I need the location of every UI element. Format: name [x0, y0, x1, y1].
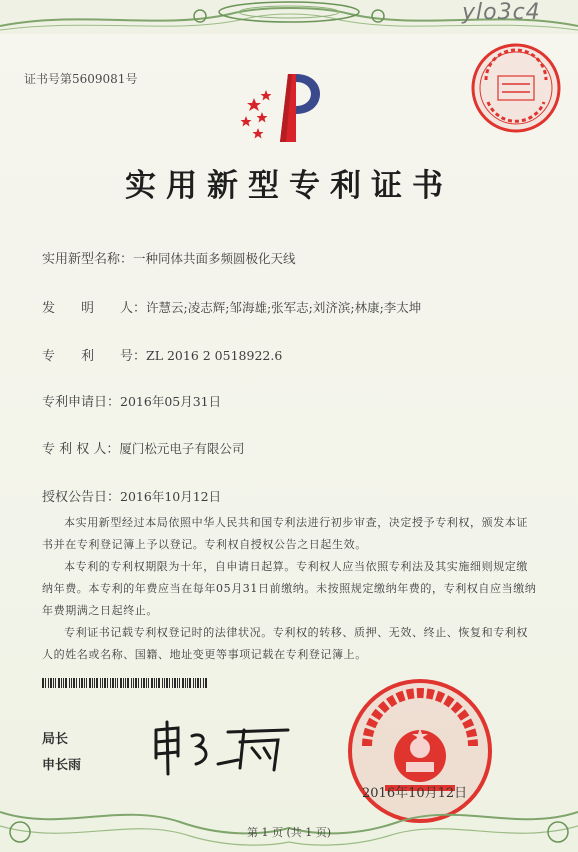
- field-value: ZL 2016 2 0518922.6: [146, 348, 283, 363]
- signatory-title: 局长: [42, 732, 69, 747]
- field-filing-date: [42, 391, 221, 410]
- certificate-body-text: [42, 512, 538, 666]
- patent-office-emblem-icon: [236, 68, 336, 148]
- field-patentee: [42, 438, 244, 457]
- body-paragraph: 本实用新型经过本局依照中华人民共和国专利法进行初步审查，决定授予专利权，颁发本证书并在专利登记簿上予以登记。专利权自授权公告之日起生效。: [42, 516, 528, 551]
- certificate-title: 实用新型专利证书: [125, 168, 453, 204]
- seal-date: 2016年10月12日: [362, 786, 468, 801]
- field-value: 厦门松元电子有限公司: [119, 441, 245, 456]
- field-grant-date: [42, 486, 221, 505]
- body-paragraph: 本专利的专利权期限为十年，自申请日起算。专利权人应当依照专利法及其实施细则规定缴纳年费。本专利的年费应当在每年05月31日前缴纳。未按照规定缴纳年费的，专利权自应当缴纳年费期满之日起终止。: [42, 560, 537, 617]
- field-utility-model-name: [42, 248, 296, 267]
- certificate-number: 证书号第5609081号: [24, 72, 138, 86]
- field-value: 许慧云;凌志辉;邹海雄;张军志;刘济滨;林康;李太坤: [146, 300, 422, 315]
- handwritten-signature: [148, 718, 298, 778]
- ornamental-border-bottom: [0, 792, 578, 852]
- field-label: 专利申请日：: [42, 395, 121, 410]
- field-label: 实用新型名称：: [42, 252, 134, 267]
- field-label: 专 利 号：: [42, 349, 147, 364]
- handwritten-note: ylo3c4: [462, 0, 541, 25]
- field-inventors: [42, 297, 421, 316]
- signatory-name: 申长雨: [42, 758, 82, 773]
- field-label: 发 明 人：: [42, 301, 147, 316]
- page-footer: 第 1 页 (共 1 页): [246, 826, 332, 839]
- body-paragraph: 专利证书记载专利权登记时的法律状况。专利权的转移、质押、无效、终止、恢复和专利权人的姓名或名称、国籍、地址变更等事项记载在专利登记簿上。: [42, 626, 528, 661]
- field-patent-number: [42, 345, 282, 364]
- field-value: 2016年05月31日: [120, 394, 222, 409]
- barcode: [42, 678, 210, 688]
- field-label: 授权公告日：: [42, 490, 121, 505]
- field-value: 2016年10月12日: [120, 489, 222, 504]
- field-label: 专 利 权 人：: [42, 442, 120, 457]
- field-value: 一种同体共面多频圆极化天线: [133, 251, 296, 266]
- agency-stamp-top: [468, 40, 564, 136]
